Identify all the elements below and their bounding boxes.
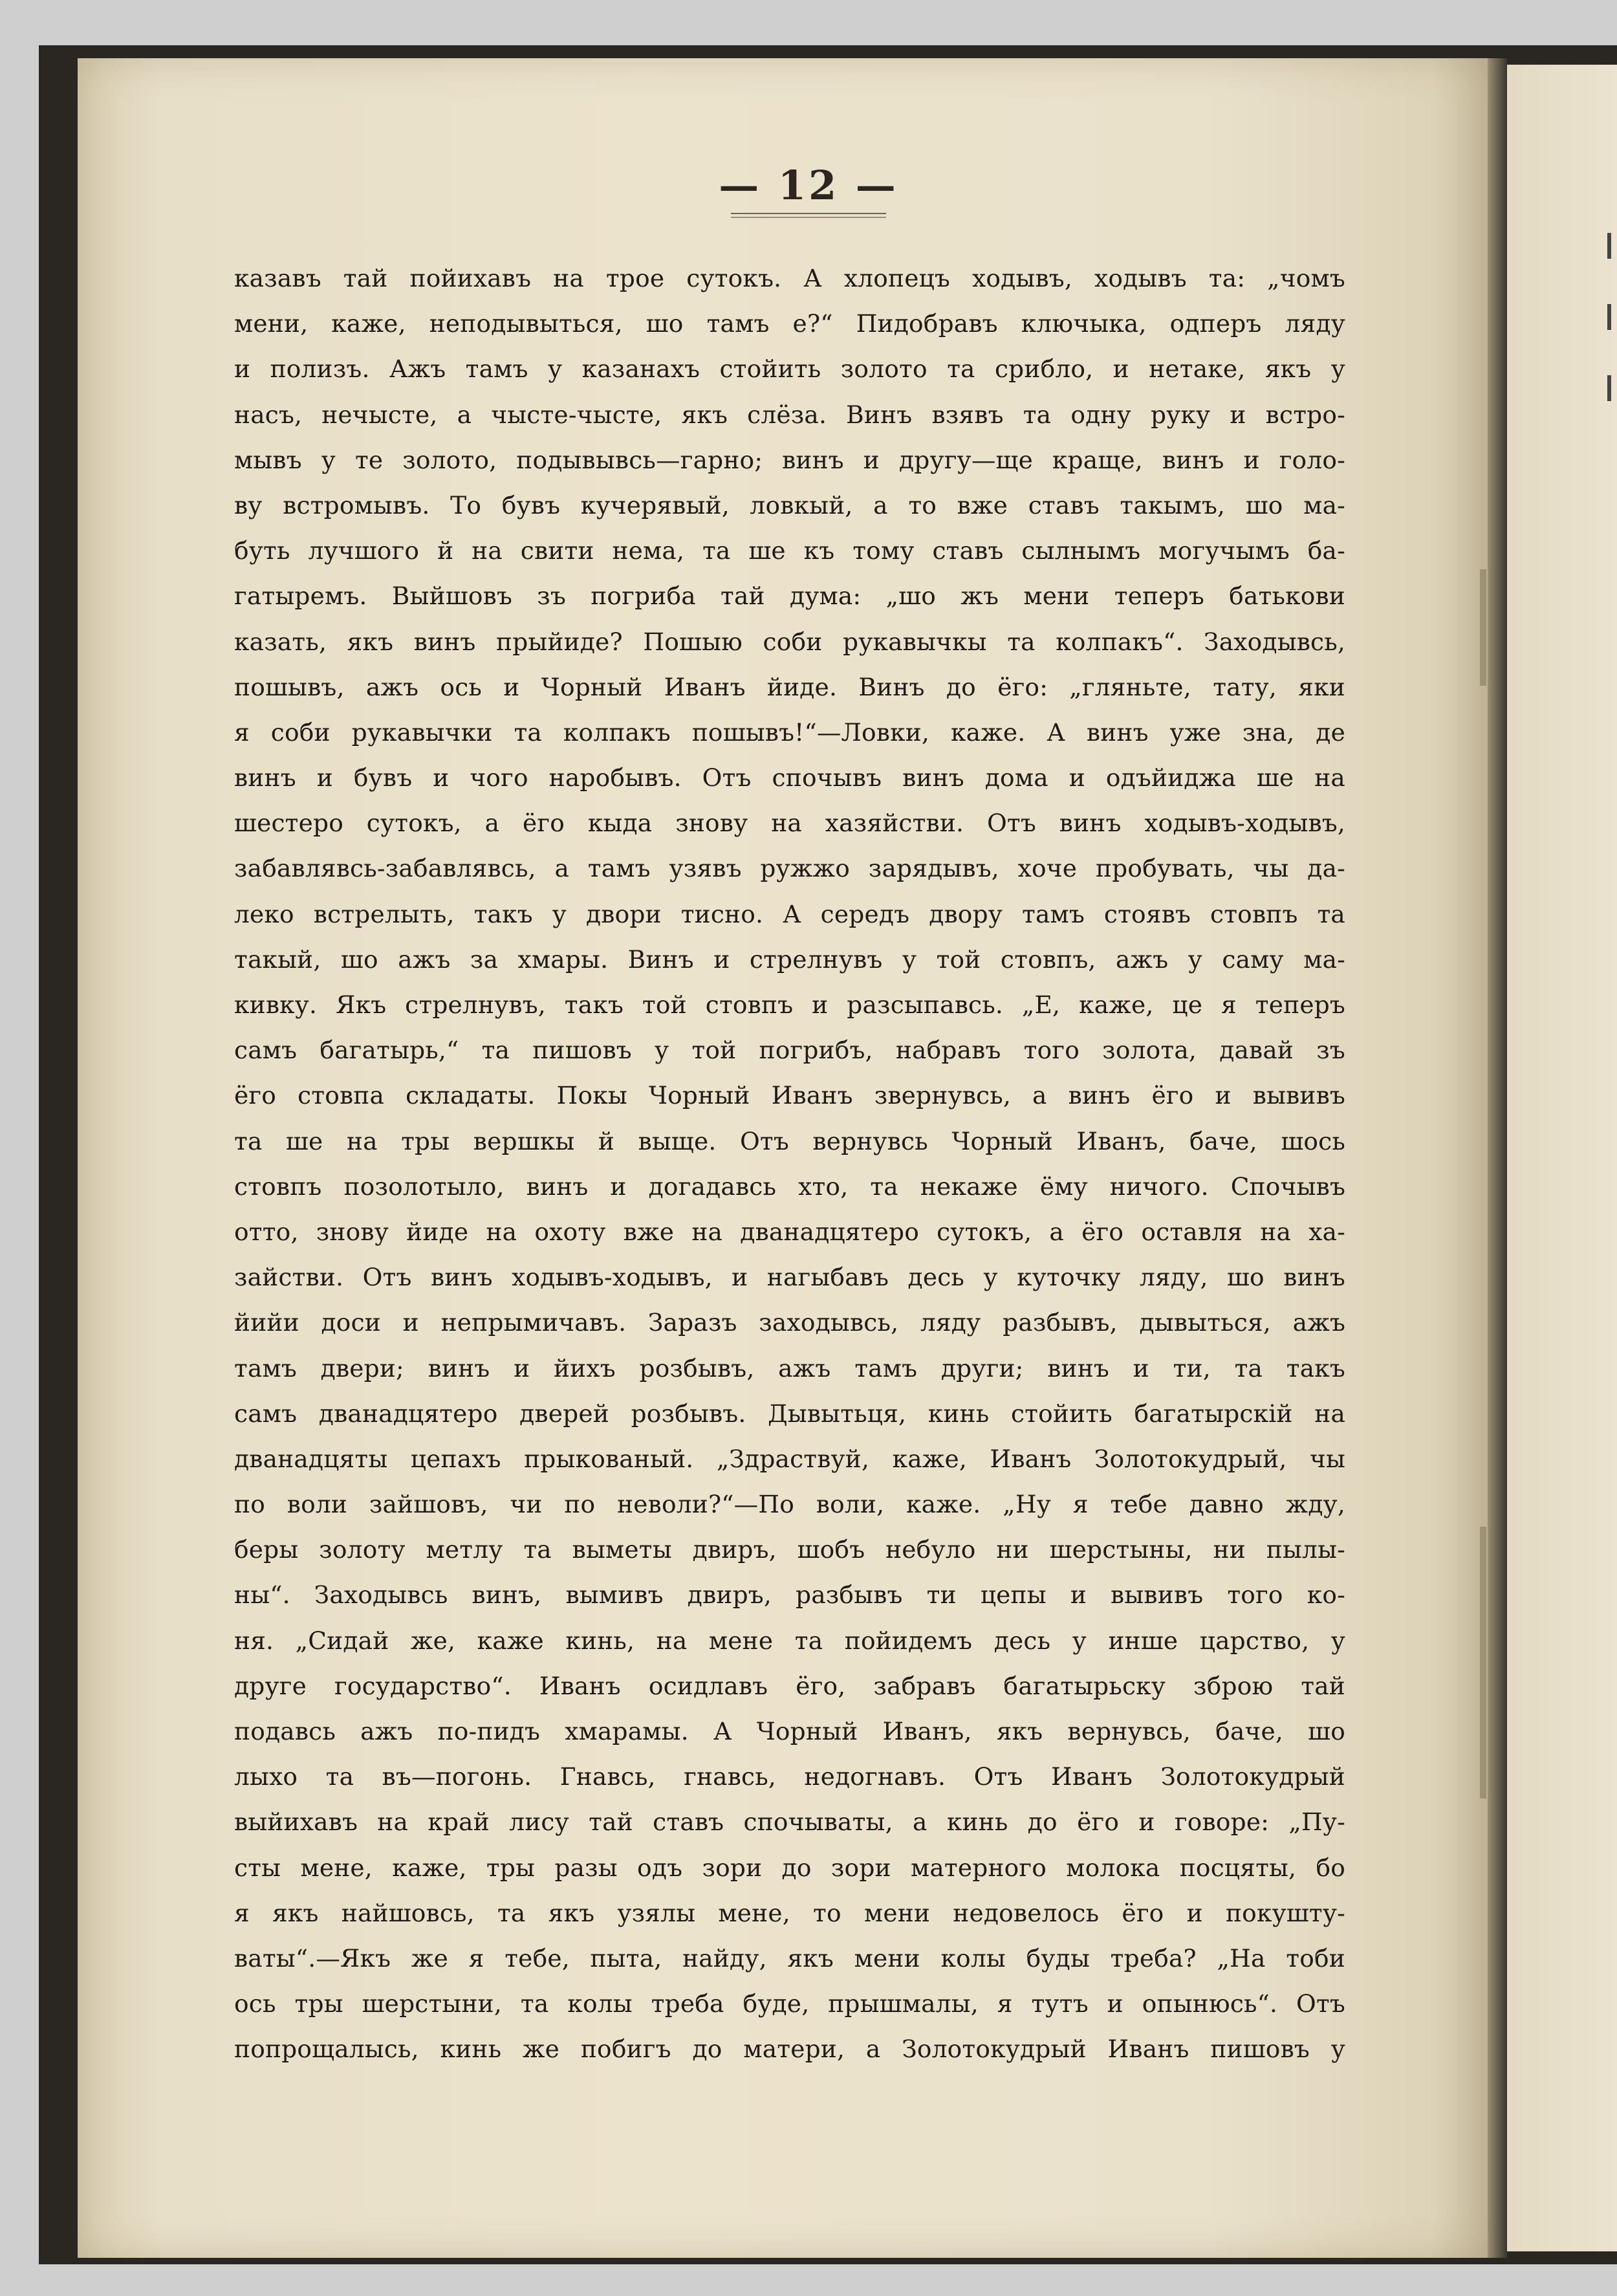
text-line: ву встромывъ. То бувъ кучерявый, ловкый, а то вже ставъ такымъ, шо ма- [234,490,1345,519]
text-line: казавъ тай пойихавъ на трое сутокъ. А хлопецъ ходывъ, ходывъ та: „чомъ [234,264,1345,292]
text-line: я якъ найшовсь, та якъ узялы мене, то мени недовелось ёго и покушту- [234,1898,1345,1927]
page-gutter-shadow [1488,58,1507,2258]
text-line: друге государство“. Иванъ осидлавъ ёго, забравъ багатырьску зброю тай [234,1671,1345,1700]
text-line: кивку. Якъ стрелнувъ, такъ той стовпъ и разсыпавсь. „Е, каже, це я теперъ [234,990,1345,1019]
text-line: забавлявсь-забавлявсь, а тамъ узявъ ружжо зарядывъ, хоче пробувать, чы да- [234,854,1345,883]
text-line: самъ багатырь,“ та пишовъ у той погрибъ, набравъ того золота, давай зъ [234,1036,1345,1065]
text-line: мени, каже, неподывыться, шо тамъ е?“ Пидобравъ ключыка, одперъ ляду [234,309,1345,338]
text-line: ны“. Заходывсь винъ, вымивъ двиръ, разбывъ ти цепы и вывивъ того ко- [234,1580,1345,1610]
text-line: шестеро сутокъ, а ёго кыда знову на хазяйстви. Отъ винъ ходывъ-ходывъ, [234,809,1345,838]
text-line: ня. „Сидай же, каже кинь, на мене та пойидемъ десь у инше царство, у [234,1626,1345,1655]
text-line: буть лучшого й на свити нема, та ше къ тому ставъ сылнымъ могучымъ ба- [234,536,1345,565]
text-line: стовпъ позолотыло, винъ и догадавсь хто, та некаже ёму ничого. Спочывъ [234,1172,1345,1201]
page-stain [1480,569,1486,686]
text-line: выйихавъ на край лису тай ставъ спочываты, а кинь до ёго и говоре: „Пу- [234,1808,1345,1837]
text-line: подавсь ажъ по-пидъ хмарамы. А Чорный Иванъ, якъ вернувсь, баче, шо [234,1717,1345,1745]
text-line: я соби рукавычки та колпакъ пошывъ!“—Ловки, каже. А винъ уже зна, де [234,717,1345,747]
page-number-text: — 12 — [719,162,898,209]
page-stain [1480,1527,1486,1799]
text-line: зайстви. Отъ винъ ходывъ-ходывъ, и нагыбавъ десь у куточку ляду, шо винъ [234,1263,1345,1292]
text-line: по воли зайшовъ, чи по неволи?“—По воли, каже. „Ну я тебе давно жду, [234,1490,1345,1519]
facing-page-ink-mark [1607,375,1611,401]
text-line: йийи доси и непрымичавъ. Заразъ заходывсь, ляду разбывъ, дывыться, ажъ [234,1308,1345,1337]
facing-page-edge [1507,65,1617,2251]
text-line: дванадцяты цепахъ прыкованый. „Здраствуй, каже, Иванъ Золотокудрый, чы [234,1444,1345,1473]
text-line: казать, якъ винъ прыйиде? Пошыю соби рукавычкы та колпакъ“. Заходывсь, [234,627,1345,656]
body-text [234,256,1345,2072]
text-line: тамъ двери; винъ и йихъ розбывъ, ажъ тамъ други; винъ и ти, та такъ [234,1353,1345,1383]
facing-page-ink-mark [1607,233,1611,259]
text-line: та ше на тры вершкы й выще. Отъ вернувсь Чорный Иванъ, баче, шось [234,1126,1345,1155]
text-line: ёго стовпа складаты. Покы Чорный Иванъ звернувсь, а винъ ёго и вывивъ [234,1081,1345,1110]
text-line: такый, шо ажъ за хмары. Винъ и стрелнувъ у той стовпъ, ажъ у саму ма- [234,945,1345,974]
facing-page-ink-mark [1607,304,1611,330]
text-line: отто, знову йиде на охоту вже на дванадцятеро сутокъ, а ёго оставля на ха- [234,1217,1345,1246]
text-line: сты мене, каже, тры разы одъ зори до зори матерного молока посцяты, бо [234,1853,1345,1882]
text-line: лыхо та въ—погонь. Гнавсь, гнавсь, недогнавъ. Отъ Иванъ Золотокудрый [234,1762,1345,1791]
text-line: мывъ у те золото, подывывсь—гарно; винъ и другу—ще краще, винъ и голо- [234,445,1345,474]
text-line: ваты“.—Якъ же я тебе, пыта, найду, якъ мени колы буды треба? „На тоби [234,1943,1345,1973]
text-line: и полизъ. Ажъ тамъ у казанахъ стойить золото та срибло, и нетаке, якъ у [234,355,1345,384]
text-line: ось тры шерстыни, та колы треба буде, прышмалы, я тутъ и опынюсь“. Отъ [234,1989,1345,2018]
page-number [0,162,1617,218]
text-line: самъ дванадцятеро дверей розбывъ. Дывытьця, кинь стойить багатырскій на [234,1399,1345,1428]
text-line: пошывъ, ажъ ось и Чорный Иванъ йиде. Винъ до ёго: „гляньте, тату, яки [234,672,1345,701]
text-line: беры золоту метлу та выметы двиръ, шобъ небуло ни шерстыны, ни пылы- [234,1535,1345,1564]
text-line: попрощалысь, кинь же побигъ до матери, а Золотокудрый Иванъ пишовъ у [234,2035,1345,2064]
text-line: винъ и бувъ и чого наробывъ. Отъ спочывъ винъ дома и одъйиджа ше на [234,763,1345,793]
text-line: гатыремъ. Выйшовъ зъ погриба тай дума: „шо жъ мени теперъ батькови [234,582,1345,611]
text-line: насъ, нечысте, а чысте-чысте, якъ слёза. Винъ взявъ та одну руку и встро- [234,400,1345,429]
page-number-underline [731,213,886,218]
text-line: леко встрелыть, такъ у двори тисно. А середъ двору тамъ стоявъ стовпъ та [234,899,1345,928]
